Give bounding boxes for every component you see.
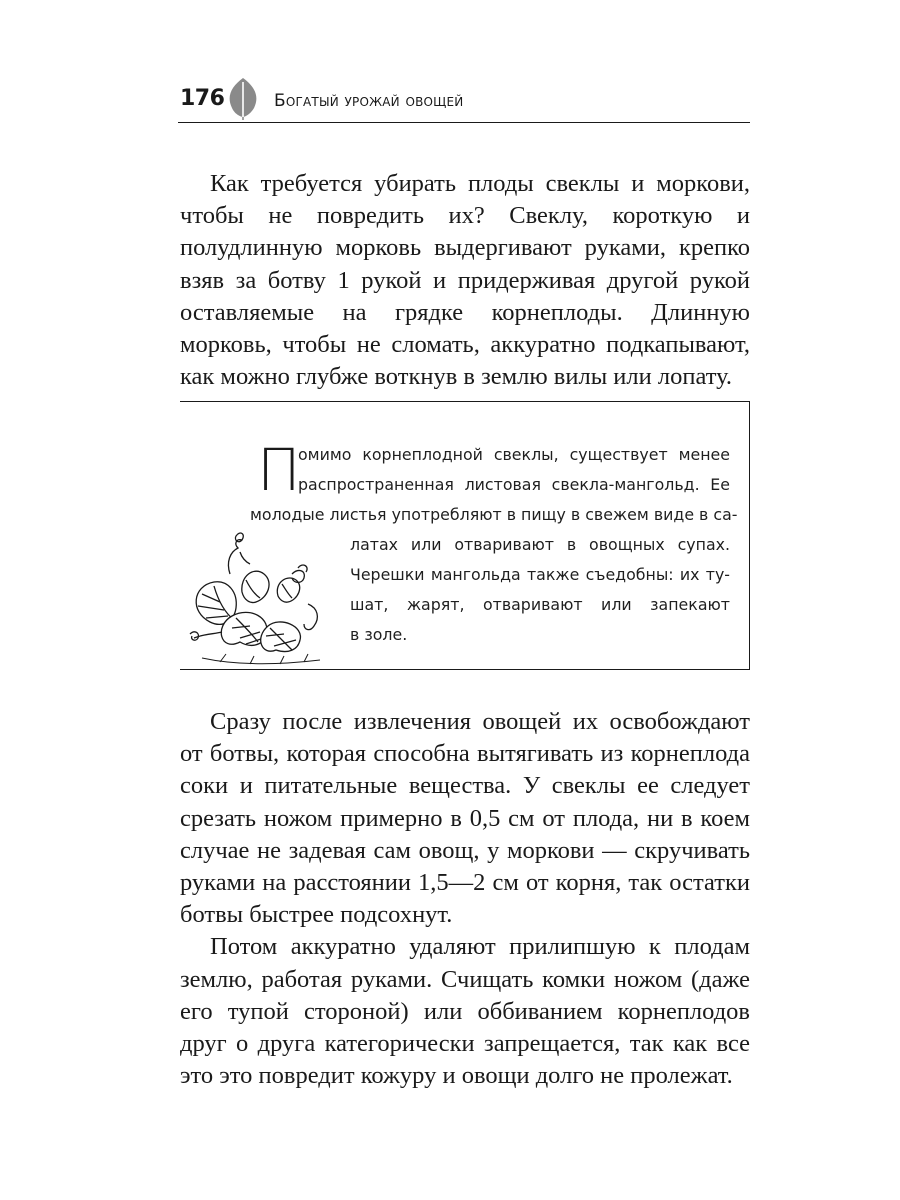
paragraph-1 [180,168,750,393]
note-line: молодые листья употребляют в пищу в свежем виде в са- [250,505,738,524]
page-header [178,74,750,123]
paragraph-3: Потом аккуратно удаляют прилипшую к плодам землю, работая руками. Счищать комки ножом (даже его тупой стороной) или оббиванием корнеплодов друг о друга категорически запрещается, так как все это это повредит кожуру и овощи долго не пролежат. [180,933,750,1090]
note-line: распространенная листовая свекла-мангольд. Ее [298,475,730,494]
drop-cap: П [257,436,301,504]
note-line: Черешки мангольда также съедобны: их ту- [350,565,730,584]
note-line: омимо корнеплодной свеклы, существует менее [298,445,730,464]
leaf-icon [224,76,262,120]
paragraph-1-text: Как требуется убирать плоды свеклы и моркови, чтобы не повредить их? Свеклу, короткую и полудлинную морковь выдергивают руками, крепко взяв за ботву 1 рукой и придерживая другой рукой оставляемые на грядке корнеплоды. Длинную морковь, чтобы не сломать, аккуратно подкапывают, как можно глубже воткнув в землю вилы или лопату. [180,170,750,391]
chard-plant-illustration [180,522,330,670]
paragraph-2: Сразу после извлечения овощей их освобождают от ботвы, которая способна вытягивать из корнеплода соки и питательные вещества. У свеклы ее следует срезать ножом примерно в 0,5 см от плода, ни в коем случае не задевая сам овощ, у моркови — скручивать руками на расстоянии 1,5—2 см от корня, так остатки ботвы быстрее подсохнут. [180,708,750,929]
side-note-box [180,401,750,670]
running-title: Богатый урожай овощей [274,91,464,111]
page-number: 176 [180,86,225,111]
note-line: в золе. [350,625,408,644]
note-line: шат, жарят, отваривают или запекают [350,595,730,614]
body-paragraphs [180,706,750,1092]
note-line: латах или отваривают в овощных супах. [350,535,730,554]
